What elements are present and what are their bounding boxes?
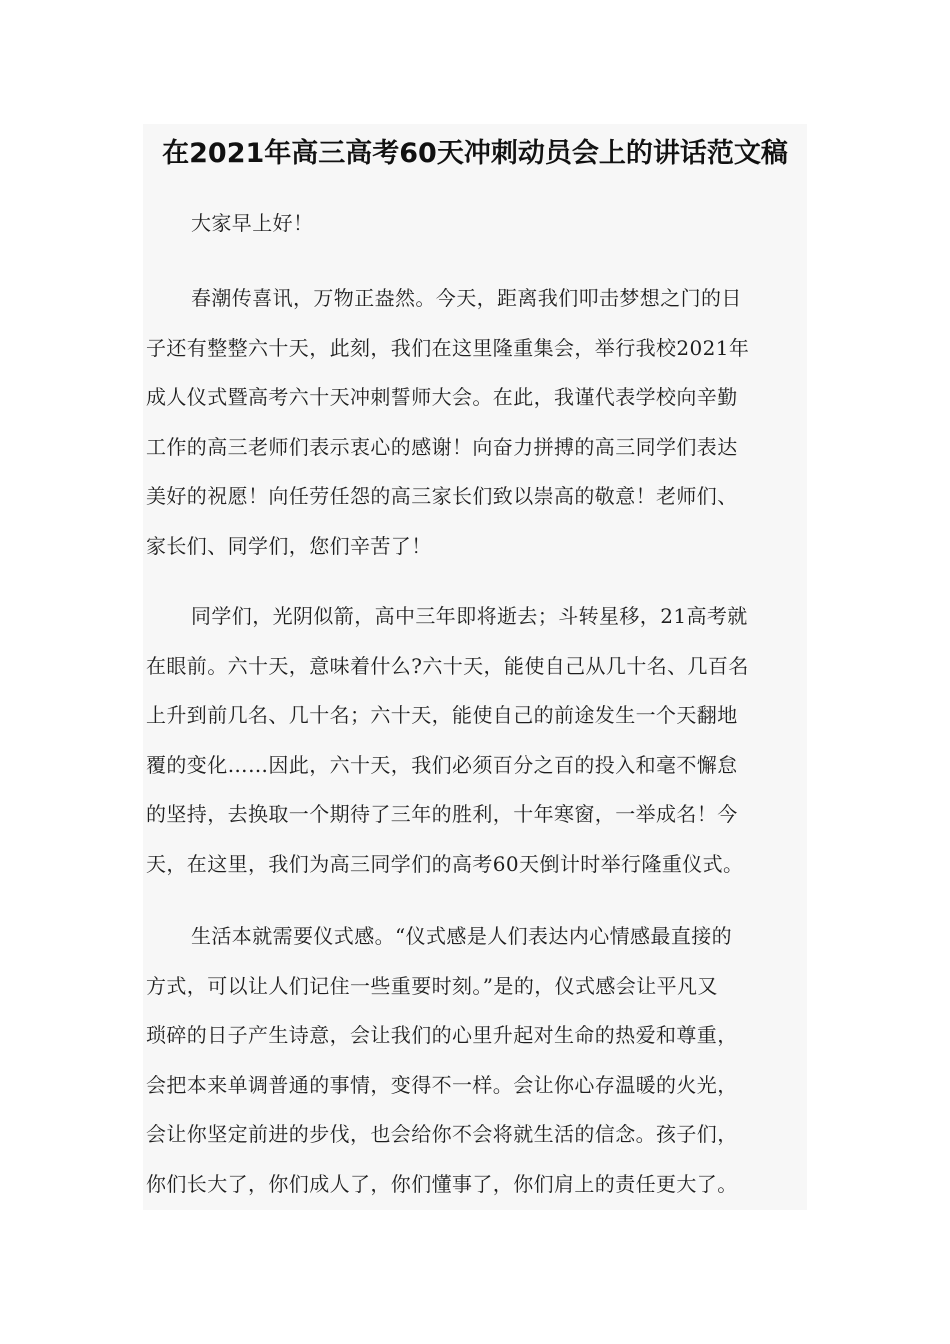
paragraph-1 xyxy=(146,274,806,572)
paragraph-line: 琐碎的日子产生诗意，会让我们的心里升起对生命的热爱和尊重， xyxy=(146,1023,738,1048)
paragraph-line: 方式，可以让人们记住一些重要时刻。”是的，仪式感会让平凡又 xyxy=(146,973,718,998)
paragraph-line: 会让你坚定前进的步伐，也会给你不会将就生活的信念。孩子们， xyxy=(146,1122,738,1147)
document-title: 在2021年高三高考60天冲刺动员会上的讲话范文稿 xyxy=(162,138,788,169)
paragraph-line: 上升到前几名、几十名；六十天，能使自己的前途发生一个天翻地 xyxy=(146,703,738,728)
paragraph-3 xyxy=(146,912,806,1210)
paragraph-line: 美好的祝愿！向任劳任怨的高三家长们致以崇高的敬意！老师们、 xyxy=(146,484,738,509)
paragraph-line: 的坚持，去换取一个期待了三年的胜利，十年寒窗，一举成名！今 xyxy=(146,802,738,827)
paragraph-greeting xyxy=(146,199,806,249)
paragraph-line: 家长们、同学们，您们辛苦了！ xyxy=(146,533,432,558)
paragraph-line: 春潮传喜讯，万物正盎然。今天，距离我们叩击梦想之门的日 xyxy=(191,286,742,310)
paragraph-line: 在眼前。六十天，意味着什么?六十天，能使自己从几十名、几百名 xyxy=(146,653,749,678)
paragraph-line: 工作的高三老师们表示衷心的感谢！向奋力拼搏的高三同学们表达 xyxy=(146,434,738,459)
paragraph-line: 生活本就需要仪式感。“仪式感是人们表达内心情感最直接的 xyxy=(191,924,733,948)
paragraph-line: 子还有整整六十天，此刻，我们在这里隆重集会，举行我校2021年 xyxy=(146,335,750,360)
paragraph-line: 成人仪式暨高考六十天冲刺誓师大会。在此，我谨代表学校向辛勤 xyxy=(146,385,738,410)
paragraph-line: 天，在这里，我们为高三同学们的高考60天倒计时举行隆重仪式。 xyxy=(146,851,744,876)
paragraph-2 xyxy=(146,592,806,890)
paragraph-line: 会把本来单调普通的事情，变得不一样。会让你心存温暖的火光， xyxy=(146,1072,738,1097)
paragraph-line: 你们长大了，你们成人了，你们懂事了，你们肩上的责任更大了。 xyxy=(146,1171,738,1196)
paragraph-line: 覆的变化……因此，六十天，我们必须百分之百的投入和毫不懈怠 xyxy=(146,752,738,777)
document-page xyxy=(143,124,807,1210)
paragraph-line: 大家早上好！ xyxy=(191,211,314,235)
paragraph-line: 同学们，光阴似箭，高中三年即将逝去；斗转星移，21高考就 xyxy=(191,604,748,628)
